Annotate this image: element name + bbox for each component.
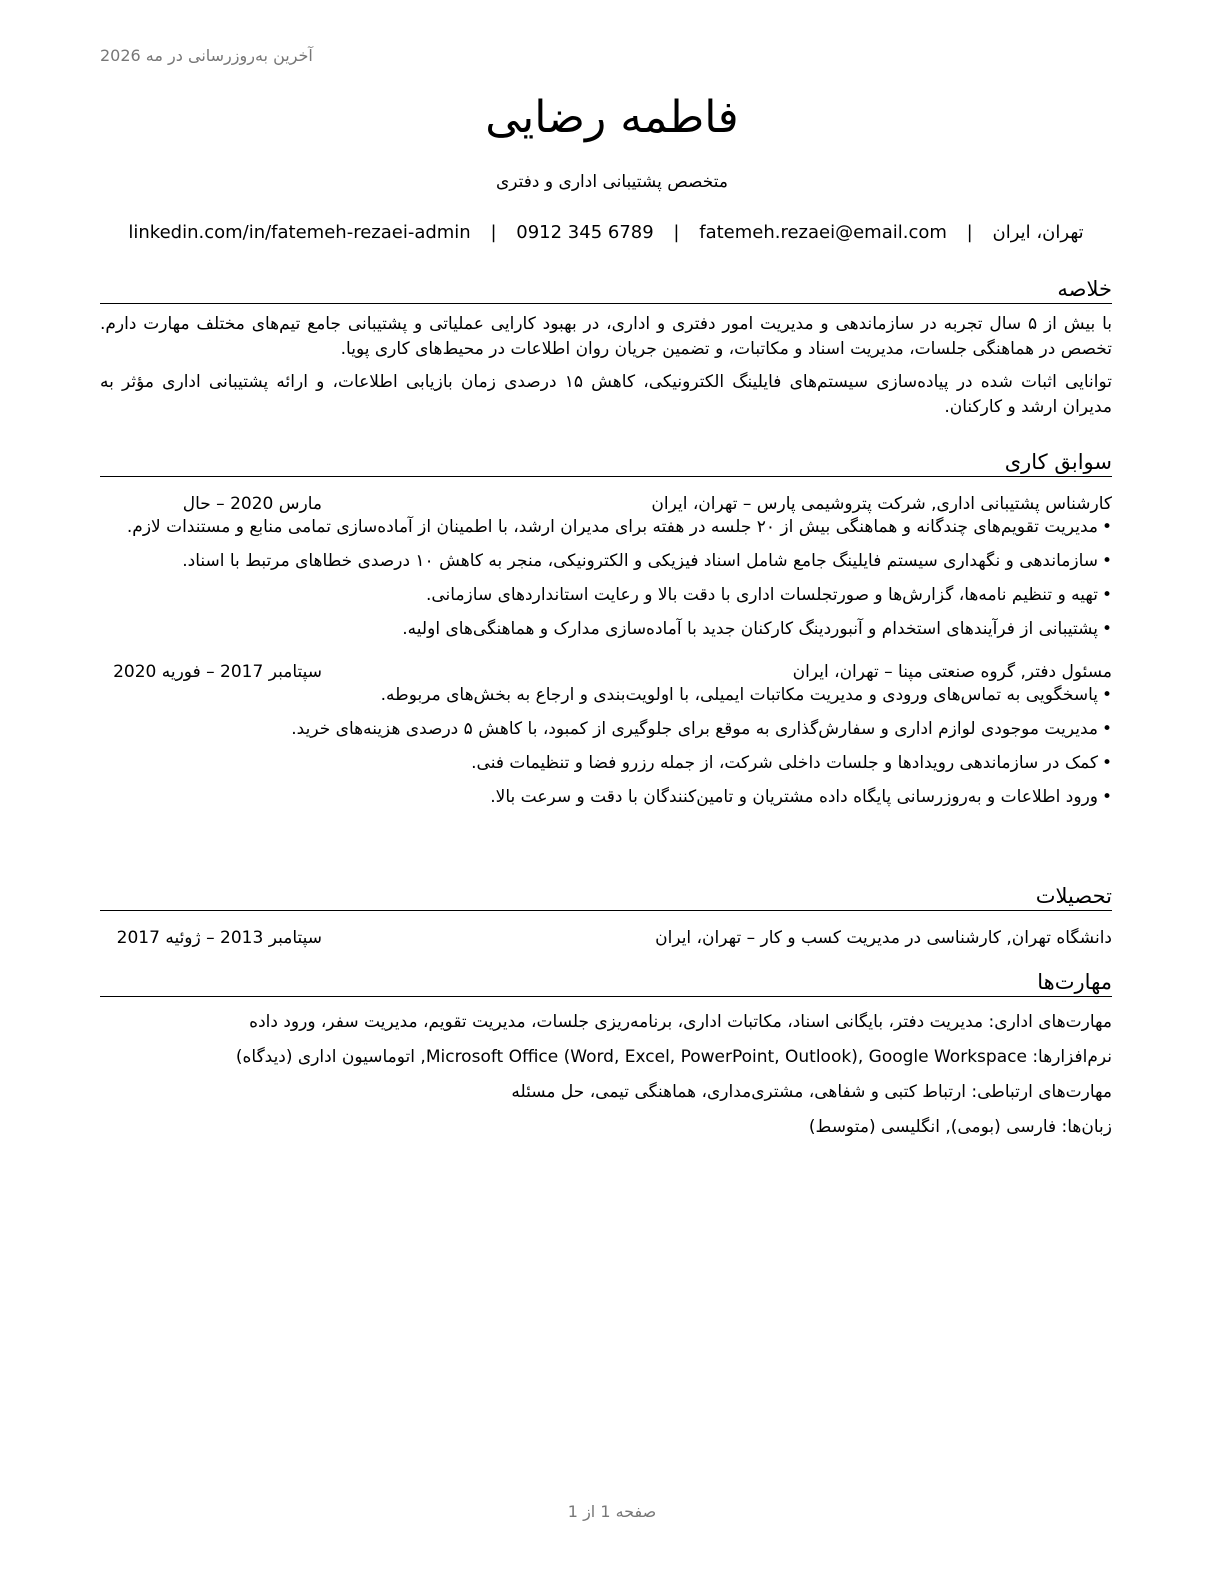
contact-location: تهران، ایران bbox=[992, 222, 1084, 243]
job-title-company: مسئول دفتر, گروه صنعتی مپنا – تهران، ایران bbox=[792, 662, 1112, 682]
job-header bbox=[100, 493, 1112, 515]
job-bullet: • مدیریت تقویم‌های چندگانه و هماهنگی بیش از ۲۰ جلسه در هفته برای مدیران ارشد، با اطمینان از آماده‌سازی تمامی منابع و مستندات لازم. bbox=[100, 515, 1112, 539]
contact-separator: | bbox=[673, 222, 680, 243]
job-entry bbox=[100, 493, 1112, 641]
skills-heading: مهارت‌ها bbox=[100, 970, 1112, 997]
job-entry bbox=[100, 661, 1112, 809]
summary-section bbox=[100, 277, 1112, 420]
education-heading: تحصیلات bbox=[100, 884, 1112, 911]
candidate-tagline: متخصص پشتیبانی اداری و دفتری bbox=[495, 172, 728, 192]
summary-paragraph: با بیش از ۵ سال تجربه در سازماندهی و مدیریت امور دفتری و اداری، در بهبود کارایی عملیاتی و پشتیبانی جامع تیم‌های مختلف مهارت دارم. تخصص در هماهنگی جلسات، مدیریت اسناد و مکاتبات، و تضمین جریان روان اطلاعات در محیط‌های کاری پویا. bbox=[100, 314, 1112, 359]
job-dates: سپتامبر 2017 – فوریه 2020 bbox=[113, 662, 322, 682]
contact-separator: | bbox=[490, 222, 497, 243]
job-bullet: • مدیریت موجودی لوازم اداری و سفارش‌گذاری به موقع برای جلوگیری از کمبود، با کاهش ۵ درصدی هزینه‌های خرید. bbox=[100, 717, 1112, 741]
contact-line bbox=[100, 222, 1112, 243]
contact-separator: | bbox=[966, 222, 973, 243]
skills-section bbox=[100, 970, 1112, 1145]
summary-heading: خلاصه bbox=[100, 277, 1112, 304]
experience-section bbox=[100, 450, 1112, 819]
job-bullet: • تهیه و تنظیم نامه‌ها، گزارش‌ها و صورتجلسات اداری با دقت بالا و رعایت استانداردهای سازمانی. bbox=[100, 583, 1112, 607]
skills-line: مهارت‌های ارتباطی: ارتباط کتبی و شفاهی، مشتری‌مداری، هماهنگی تیمی، حل مسئله bbox=[511, 1082, 1112, 1102]
job-bullet: • پشتیبانی از فرآیندهای استخدام و آنبوردینگ کارکنان جدید با آماده‌سازی مدارک و هماهنگی‌های اولیه. bbox=[100, 617, 1112, 641]
education-entry bbox=[100, 927, 1112, 949]
job-bullets bbox=[100, 683, 1112, 809]
experience-heading: سوابق کاری bbox=[100, 450, 1112, 477]
page-number: صفحه 1 از 1 bbox=[567, 1502, 657, 1521]
skills-line: زبان‌ها: فارسی (بومی), انگلیسی (متوسط) bbox=[808, 1117, 1112, 1137]
job-bullet: • سازماندهی و نگهداری سیستم فایلینگ جامع شامل اسناد فیزیکی و الکترونیکی، منجر به کاهش ۱۰ درصدی خطاهای مرتبط با اسناد. bbox=[100, 549, 1112, 573]
skills-line: مهارت‌های اداری: مدیریت دفتر، بایگانی اسناد، مکاتبات اداری، برنامه‌ریزی جلسات، مدیریت تقویم، مدیریت سفر، ورود داده bbox=[249, 1012, 1112, 1032]
job-bullets bbox=[100, 515, 1112, 641]
contact-email[interactable]: fatemeh.rezaei@email.com bbox=[699, 222, 947, 243]
contact-phone[interactable]: 0912 345 6789 bbox=[516, 222, 654, 243]
summary-paragraph: توانایی اثبات شده در پیاده‌سازی سیستم‌های فایلینگ الکترونیکی، کاهش ۱۵ درصدی زمان بازیابی اطلاعات، و ارائه پشتیبانی اداری مؤثر به مدیران ارشد و کارکنان. bbox=[100, 372, 1113, 417]
last-updated-note: آخرین به‌روزرسانی در مه 2026 bbox=[100, 46, 313, 65]
education-degree: دانشگاه تهران, کارشناسی در مدیریت کسب و کار – تهران، ایران bbox=[655, 928, 1112, 948]
skills-line: نرم‌افزارها: Microsoft Office (Word, Excel, PowerPoint, Outlook), Google Workspace, اتوماسیون اداری (دیدگاه) bbox=[235, 1047, 1112, 1067]
job-dates: مارس 2020 – حال bbox=[182, 494, 322, 514]
education-section bbox=[100, 884, 1112, 949]
contact-linkedin[interactable]: linkedin.com/in/fatemeh-rezaei-admin bbox=[128, 222, 471, 243]
job-header bbox=[100, 661, 1112, 683]
job-title-company: کارشناس پشتیبانی اداری, شرکت پتروشیمی پارس – تهران، ایران bbox=[651, 494, 1112, 514]
education-dates: سپتامبر 2013 – ژوئیه 2017 bbox=[116, 928, 322, 948]
job-bullet: • ورود اطلاعات و به‌روزرسانی پایگاه داده مشتریان و تامین‌کنندگان با دقت و سرعت بالا. bbox=[100, 785, 1112, 809]
job-bullet: • پاسخگویی به تماس‌های ورودی و مدیریت مکاتبات ایمیلی، با اولویت‌بندی و ارجاع به بخش‌های مربوطه. bbox=[100, 683, 1112, 707]
job-bullet: • کمک در سازماندهی رویدادها و جلسات داخلی شرکت، از جمله رزرو فضا و تنظیمات فنی. bbox=[100, 751, 1112, 775]
candidate-name: فاطمه رضایی bbox=[485, 92, 739, 143]
